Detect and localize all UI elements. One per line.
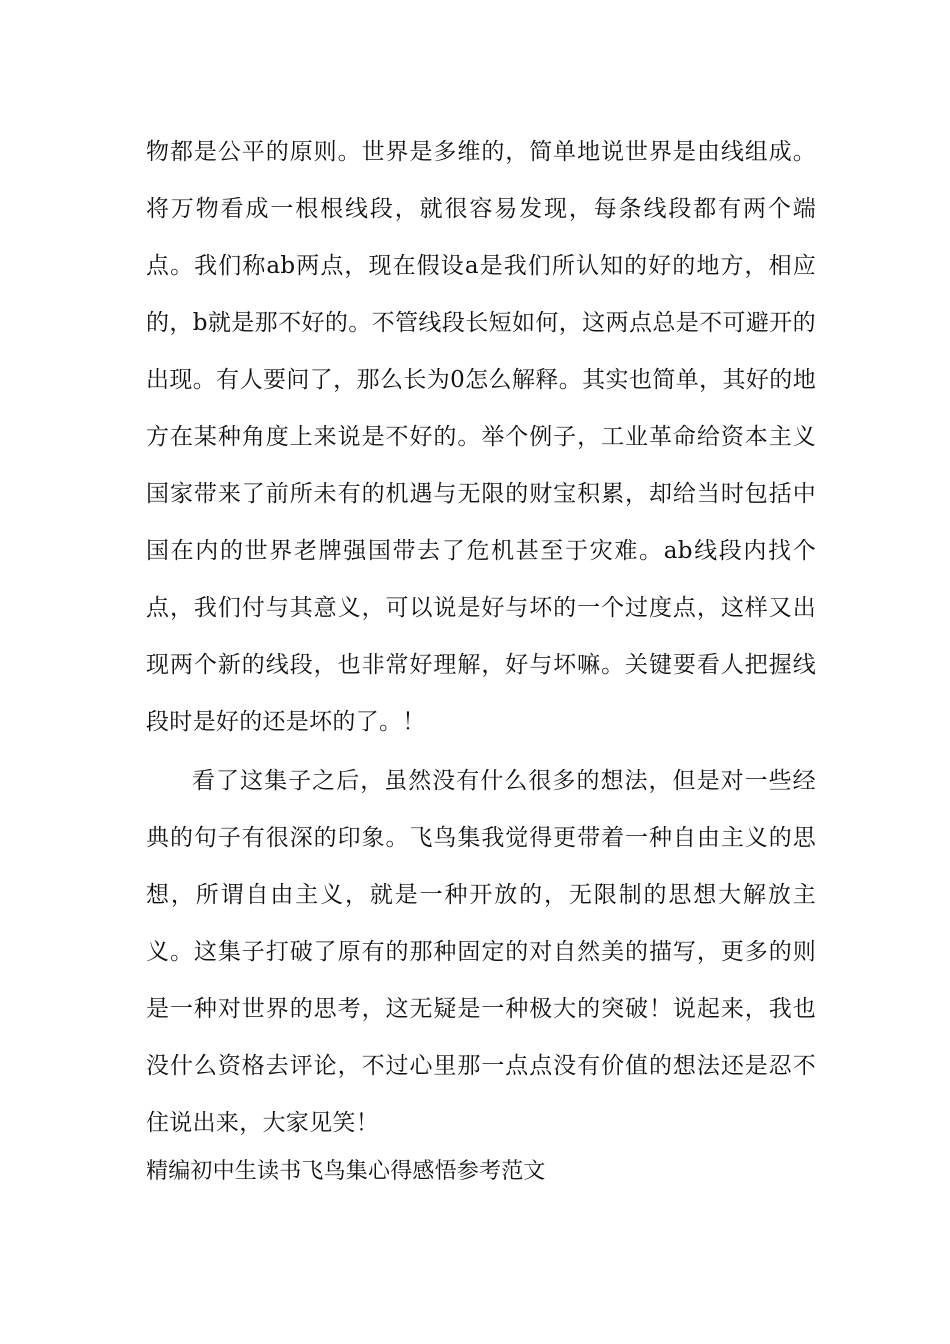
body-paragraph-2: 看了这集子之后，虽然没有什么很多的想法，但是对一些经典的句子有很深的印象。飞鸟集我觉得更带着一种自由主义的思想，所谓自由主义，就是一种开放的，无限制的思想大解放主义。这集子打破了原有的那种固定的对自然美的描写，更多的则是一种对世界的思考，这无疑是一种极大的突破！说起来，我也没什么资格去评论，不过心里那一点点没有价值的想法还是忍不住说出来，大家见笑！ (146, 768, 816, 1136)
body-paragraph-1: 物都是公平的原则。世界是多维的，简单地说世界是由线组成。将万物看成一根根线段，就很容易发现，每条线段都有两个端点。我们称ab两点，现在假设a是我们所认知的好的地方，相应的，b就是那不好的。不管线段长短如何，这两点总是不可避开的出现。有人要问了，那么长为0怎么解释。其实也简单，其好的地方在某种角度上来说是不好的。举个例子，工业革命给资本主义国家带来了前所未有的机遇与无限的财宝积累，却给当时包括中国在内的世界老牌强国带去了危机甚至于灾难。ab线段内找个点，我们付与其意义，可以说是好与坏的一个过度点，这样又出现两个新的线段，也非常好理解，好与坏嘛。关键要看人把握线段时是好的还是坏的了。！ (146, 139, 816, 735)
next-article-heading: 精编初中生读书飞鸟集心得感悟参考范文 (146, 1159, 546, 1184)
